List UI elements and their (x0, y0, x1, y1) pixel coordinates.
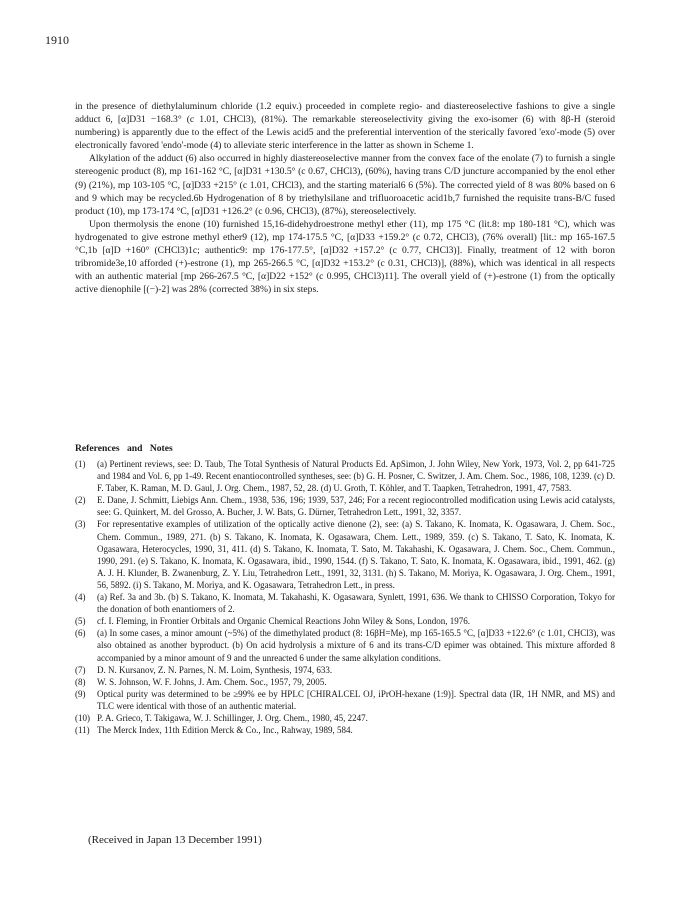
references-heading: References and Notes (75, 443, 173, 454)
reference-item (75, 676, 615, 688)
reference-text: Optical purity was determined to be ≥99% ee by HPLC [CHIRALCEL OJ, iPrOH-hexane (1:9)]. Spectral data (IR, 1H NMR, and MS) and TLC were identical with those of an authentic material. (97, 688, 615, 711)
reference-number: (7) (75, 664, 86, 675)
reference-number: (4) (75, 592, 86, 603)
reference-item (75, 664, 615, 676)
reference-number: (9) (75, 688, 86, 699)
paragraph: in the presence of diethylaluminum chloride (1.2 equiv.) proceeded in complete regio- and diastereoselective fashions to give a single adduct 6, [α]D31 −168.3° (c 1.01, CHCl3), (81%). The remarkable stereoselectivity giving the exo-isomer (6) with 8β-H (steroid numbering) is apparently due to the effect of the Lewis acid5 and the preferential intervention of the sterically favored 'exo'-mode (5) over electronically favored 'endo'-mode (4) to alleviate steric interference in the latter as shown in Scheme 1. (75, 101, 615, 152)
reference-item (75, 615, 615, 627)
reference-text: The Merck Index, 11th Edition Merck & Co., Inc., Rahway, 1989, 584. (97, 725, 353, 736)
reference-number: (11) (75, 725, 90, 736)
reference-item (75, 724, 615, 736)
reference-number: (5) (75, 616, 86, 627)
reference-item (75, 688, 615, 712)
paragraph: Upon thermolysis the enone (10) furnished 15,16-didehydroestrone methyl ether (11), mp 175 °C (lit.8: mp 180-181 °C), which was hydrogenated to give estrone methyl ether9 (12), mp 174-175.5 °C, [α]D33 +159.2° (c 0.72, CHCl3), (76% overall) [lit.: mp 165-167.5 °C,1b [α]D +160° (CHCl3)1c; authentic9: mp 176-177.5°, [α]D32 +157.2° (c 0.77, CHCl3)]. Finally, treatment of 12 with boron tribromide3e,10 afforded (+)-estrone (1), mp 265-266.5 °C, [α]D32 +153.2° (c 0.31, CHCl3)], (88%), which was identical in all respects with an authentic material [mp 266-267.5 °C, [α]D22 +152° (c 0.995, CHCl3)11]. The overall yield of (+)-estrone (1) from the optically active dienophile [(−)-2] was 28% (corrected 38%) in six steps. (75, 218, 615, 296)
received-date: (Received in Japan 13 December 1991) (88, 834, 262, 846)
paragraph: Alkylation of the adduct (6) also occurred in highly diastereoselective manner from the convex face of the enolate (7) to furnish a single stereogenic product (8), mp 161-162 °C, [α]D31 +130.5° (c 0.67, CHCl3), (60%), having trans C/D juncture accompanied by the enol ether (9) (21%), mp 103-105 °C, [α]D33 +215° (c 1.01, CHCl3), and the starting material6 6 (5%). The corrected yield of 8 was 80% based on 6 and 9 which may be recycled.6b Hydrogenation of 8 by triethylsilane and trifluoroacetic acid1b,7 furnished the requisite trans-B/C fused product (10), mp 173-174 °C, [α]D31 +126.2° (c 0.96, CHCl3), (87%), stereoselectively. (75, 153, 615, 217)
reference-text: W. S. Johnson, W. F. Johns, J. Am. Chem. Soc., 1957, 79, 2005. (97, 676, 327, 687)
reference-item (75, 627, 615, 663)
reference-number: (10) (75, 712, 90, 723)
reference-number: (6) (75, 628, 86, 639)
reference-number: (1) (75, 459, 86, 469)
reference-text: D. N. Kursanov, Z. N. Parnes, N. M. Loim, Synthesis, 1974, 633. (97, 664, 333, 675)
reference-item (75, 518, 615, 591)
reference-text: P. A. Grieco, T. Takigawa, W. J. Schillinger, J. Org. Chem., 1980, 45, 2247. (97, 712, 368, 723)
reference-item (75, 591, 615, 615)
main-body-text (75, 100, 615, 296)
reference-number: (2) (75, 495, 86, 506)
reference-text: (a) In some cases, a minor amount (~5%) of the dimethylated product (8: 16βH=Me), mp 165-165.5 °C, [α]D33 +122.6° (c 1.01, CHCl3), was also obtained as another byproduct. (b) On acid hydrolysis a mixture of 6 and its trans-C/D epimer was obtained. This mixture afforded 8 accompanied by a minor amount of 9 and the unreacted 6 under the same alkylation conditions. (97, 628, 615, 663)
reference-text: cf. I. Fleming, in Frontier Orbitals and Organic Chemical Reactions John Wiley & Sons, London, 1976. (97, 616, 471, 627)
reference-text: (a) Pertinent reviews, see: D. Taub, The Total Synthesis of Natural Products Ed. ApSimon, J. John Wiley, New York, 1973, Vol. 2, pp 641-725 and 1984 and Vol. 6, pp 1-49. Recent enantiocontrolled syntheses, see: (b) G. H. Posner, C. Switzer, J. Am. Chem. Soc., 1986, 108, 1239. (c) D. F. Taber, K. Raman, M. D. Gaul, J. Org. Chem., 1987, 52, 28. (d) U. Groth, T. Köhler, and T. Taapken, Tetrahedron, 1991, 47, 7583. (97, 459, 615, 494)
reference-text: E. Dane, J. Schmitt, Liebigs Ann. Chem., 1938, 536, 196; 1939, 537, 246; For a recent regiocontrolled modification using Lewis acid catalysts, see: G. Quinkert, M. del Grosso, A. Bucher, J. W. Bats, G. Dürner, Tetrahedron Lett., 1991, 32, 3357. (97, 495, 615, 518)
page-number: 1910 (45, 33, 69, 47)
reference-item (75, 494, 615, 518)
reference-text: (a) Ref. 3a and 3b. (b) S. Takano, K. Inomata, M. Takahashi, K. Ogasawara, Synlett, 1991, 636. We thank to CHISSO Corporation, Tokyo for the donation of both enantiomers of 2. (97, 592, 615, 615)
reference-number: (3) (75, 519, 86, 530)
reference-text: For representative examples of utilization of the optically active dienone (2), see: (a) S. Takano, K. Inomata, K. Ogasawara, J. Chem. Soc., Chem. Commun., 1989, 271. (b) S. Takano, K. Inomata, K. Ogasawara, Chem. Lett., 1989, 359. (c) S. Takano, T. Sato, K. Inomata, K. Ogasawara, Heterocycles, 1990, 31, 411. (d) S. Takano, K. Inomata, T. Sato, M. Takahashi, K. Ogasawara, J. Chem. Soc., Chem. Commun., 1990, 291. (e) S. Takano, K. Inomata, K. Ogasawara, ibid., 1990, 1544. (f) S. Takano, T. Sato, K. Inomata, K. Ogasawara, ibid., 1991, 462. (g) A. J. H. Klunder, B. Zwanenburg, Z. Y. Liu, Tetrahedron Lett., 1991, 32, 3131. (h) S. Takano, M. Moriya, K. Ogasawara, J. Org. Chem., 1991, 56, 5892. (i) S. Takano, M. Moriya, and K. Ogasawara, Tetrahedron Lett., in press. (97, 519, 615, 590)
references-list (75, 458, 615, 736)
reference-item (75, 458, 615, 494)
reference-number: (8) (75, 676, 86, 687)
reference-item (75, 712, 615, 724)
